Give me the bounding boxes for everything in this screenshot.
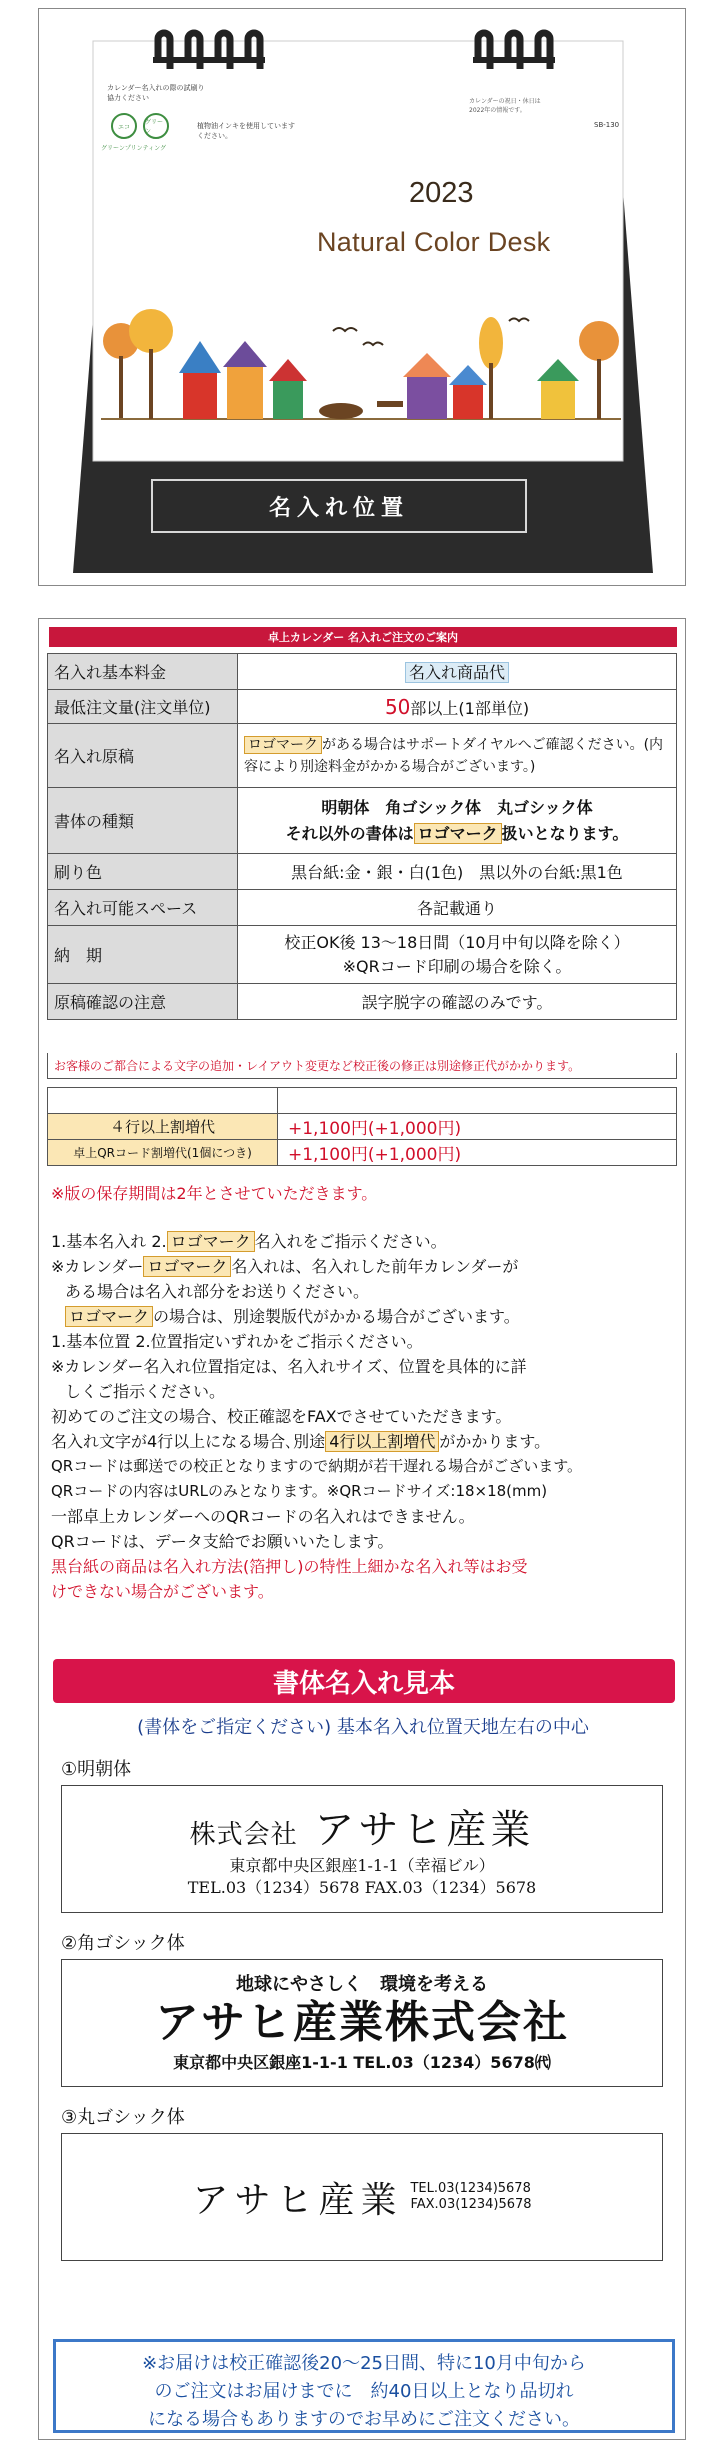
table-row [48, 788, 677, 854]
table-row [48, 1088, 677, 1114]
surcharge-label: 卓上QRコード割増代(1個につき) [48, 1140, 278, 1166]
manuscript-label: 名入れ原稿 [48, 724, 238, 788]
ordering-notes [51, 1229, 677, 1604]
gothic-sample: 地球にやさしく 環境を考える アサヒ産業株式会社 東京都中央区銀座1-1-1 TEL.03（1234）5678㈹ [61, 1959, 663, 2087]
surcharge-price: +1,100円(+1,000円) [278, 1140, 677, 1166]
note-line: ある場合は名入れ部分をお送りください。 [65, 1282, 370, 1301]
note-line: 名入れ文字が4行以上になる場合､別途 4行以上割増代 がかかります。 [51, 1432, 551, 1451]
maru-sample: アサヒ産業 TEL.03(1234)5678 FAX.03(1234)5678 [61, 2133, 663, 2261]
gothic-label: ②角ゴシック体 [61, 1933, 185, 1954]
eco-mark-icon: エコ [111, 113, 137, 139]
eco-logos [111, 113, 169, 139]
ink-note: 植物油インキを使用しています ください。 [197, 122, 295, 140]
print-color-label: 刷り色 [48, 854, 238, 890]
space-label: 名入れ可能スペース [48, 890, 238, 926]
note-line: 1.基本位置 2.位置指定いずれかをご指示ください。 [51, 1332, 423, 1351]
mincho-sample: 株式会社 アサヒ産業 東京都中央区銀座1-1-1（幸福ビル） TEL.03（1234）5678 FAX.03（1234）5678 [61, 1785, 663, 1913]
note-line: ※カレンダー ロゴマーク 名入れは、名入れした前年カレンダーが [51, 1257, 519, 1276]
note-line: QRコードは、データ支給でお願いいたします。 [51, 1532, 394, 1551]
order-header: 卓上カレンダー 名入れご注文のご案内 [49, 627, 677, 647]
table-row [48, 984, 677, 1020]
base-fee-value: 名入れ商品代 [238, 654, 677, 690]
surcharge-label: ４行以上割増代 [48, 1114, 278, 1140]
certification-text: カレンダー名入れの際の試刷り 協力ください [107, 84, 205, 102]
proof-label: 原稿確認の注意 [48, 984, 238, 1020]
name-position-area: 名入れ位置 [151, 479, 527, 533]
print-color-value: 黒台紙:金・銀・白(1色) 黒以外の台紙:黒1色 [238, 854, 677, 890]
delivery-label: 納 期 [48, 926, 238, 984]
note-line: QRコードの内容はURLのみとなります。※QRコードサイズ:18×18(mm) [51, 1482, 548, 1500]
table-row [48, 654, 677, 690]
min-order-value: 50部以上(1部単位) [238, 690, 677, 724]
table-row [48, 1114, 677, 1140]
green-printing-icon: グリーン [143, 113, 169, 139]
note-line: 1.基本名入れ 2. ロゴマーク 名入れをご指示ください。 [51, 1232, 447, 1251]
font-type-value: 明朝体 角ゴシック体 丸ゴシック体 それ以外の書体は ロゴマーク 扱いとなります。 [238, 788, 677, 854]
font-sample-subtitle: (書体をご指定ください) 基本名入れ位置天地左右の中心 [137, 1717, 589, 1738]
mincho-label: ①明朝体 [61, 1759, 132, 1780]
proof-value: 誤字脱字の確認のみです。 [238, 984, 677, 1020]
product-panel [38, 8, 686, 586]
manuscript-value: ロゴマーク がある場合はサポートダイヤルへご確認ください。(内容により別途料金がかかる場合がございます。) [238, 724, 677, 788]
font-type-label: 書体の種類 [48, 788, 238, 854]
order-info-panel [38, 618, 686, 2440]
delivery-value: 校正OK後 13～18日間（10月中旬以降を除く） ※QRコード印刷の場合を除く。 [238, 926, 677, 984]
note-line: 初めてのご注文の場合、校正確認をFAXでさせていただきます。 [51, 1407, 512, 1426]
note-line: QRコードは郵送での校正となりますので納期が若干遅れる場合がございます。 [51, 1457, 583, 1475]
min-order-label: 最低注文量(注文単位) [48, 690, 238, 724]
note-line: 黒台紙の商品は名入れ方法(箔押し)の特性上細かな名入れ等はお受 [51, 1557, 528, 1576]
note-line: ※カレンダー名入れ位置指定は、名入れサイズ、位置を具体的に詳 [51, 1357, 527, 1376]
calendar-year: 2023 [409, 177, 474, 209]
table-row [48, 926, 677, 984]
table-row [48, 1140, 677, 1166]
revision-warning: お客様のご都合による文字の追加・レイアウト変更など校正後の修正は別途修正代がかかります。 [47, 1053, 677, 1079]
note-line: 一部卓上カレンダーへのQRコードの名入れはできません。 [51, 1507, 475, 1526]
holiday-note: カレンダーの祝日・休日は 2022年の情報です。 [469, 98, 541, 114]
logo-caption: グリーンプリンティング [101, 145, 167, 152]
note-line: けできない場合がございます。 [51, 1582, 274, 1601]
surcharge-price: +1,100円(+1,000円) [278, 1114, 677, 1140]
spec-table [47, 653, 677, 1020]
note-line: ロゴマーク の場合は、別途製版代がかかる場合がございます。 [51, 1304, 677, 1329]
calendar-title: Natural Color Desk [317, 227, 551, 257]
table-row [48, 854, 677, 890]
table-row [48, 890, 677, 926]
surcharge-table [47, 1087, 677, 1166]
table-row [48, 724, 677, 788]
font-sample-banner: 書体名入れ見本 [53, 1659, 675, 1703]
plate-storage-note: ※版の保存期間は2年とさせていただきます。 [51, 1184, 378, 1203]
maru-label: ③丸ゴシック体 [61, 2107, 185, 2128]
delivery-notice: ※お届けは校正確認後20～25日間、特に10月中旬から のご注文はお届けまでに 約40日以上となり品切れ になる場合もありますのでお早めにご注文ください。 [53, 2339, 675, 2433]
space-value: 各記載通り [238, 890, 677, 926]
product-code: SB-130 [594, 121, 620, 129]
village-illustration [101, 301, 621, 425]
base-fee-label: 名入れ基本料金 [48, 654, 238, 690]
note-line: しくご指示ください。 [65, 1382, 226, 1401]
table-row [48, 690, 677, 724]
